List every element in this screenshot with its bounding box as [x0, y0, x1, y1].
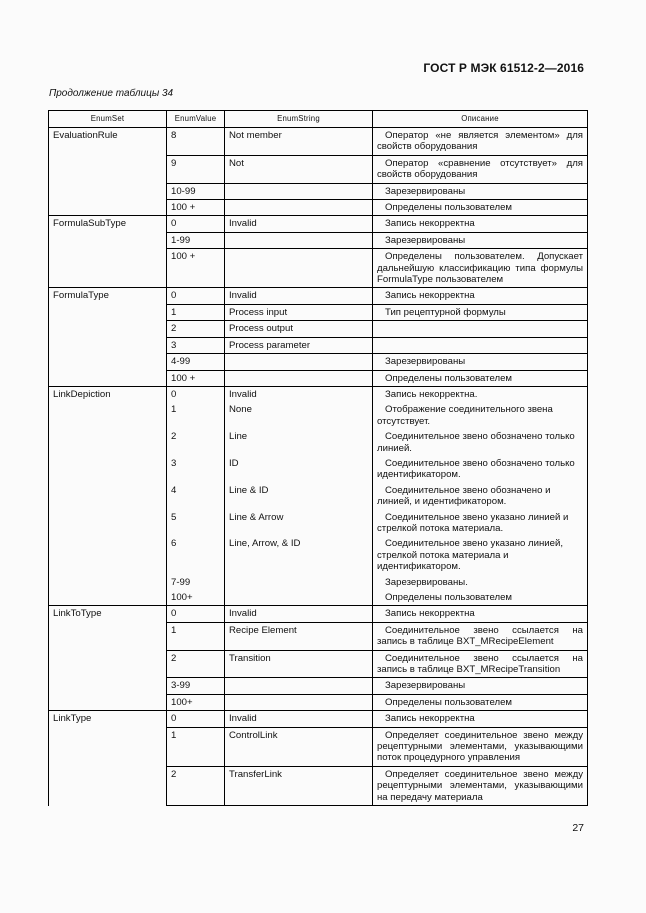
table-header-row: [49, 111, 588, 128]
enumvalue-cell: 8: [167, 128, 225, 156]
enumvalue-cell: 3-99: [167, 678, 225, 694]
description-cell: [373, 536, 588, 574]
description-text: Определены пользователем: [385, 372, 513, 384]
enumstring-cell: ID: [225, 456, 373, 483]
enumstring-cell: [225, 678, 373, 694]
enumstring-cell: Not member: [225, 128, 373, 156]
enumvalue-cell: 1-99: [167, 232, 225, 248]
enumvalue-cell: 2: [167, 429, 225, 456]
description-text: Соединительное звено обозначено только линией.: [377, 431, 575, 454]
enumvalue-cell: 6: [167, 536, 225, 574]
enumstring-cell: [225, 249, 373, 288]
table-row: [49, 128, 588, 156]
table-row: [49, 711, 588, 727]
description-cell: [373, 304, 588, 320]
description-cell: [373, 155, 588, 183]
enum-table: [48, 110, 588, 806]
description-cell: [373, 650, 588, 678]
column-header-description: Описание: [373, 111, 588, 128]
description-cell: [373, 456, 588, 483]
description-cell: [373, 200, 588, 216]
enumstring-cell: ControlLink: [225, 727, 373, 766]
enumstring-cell: [225, 200, 373, 216]
column-header-enumvalue: EnumValue: [167, 111, 225, 128]
description-cell: [373, 429, 588, 456]
enumstring-cell: [225, 694, 373, 710]
description-cell: [373, 766, 588, 805]
description-cell: [373, 321, 588, 337]
enumset-cell: LinkToType: [49, 606, 167, 711]
enumvalue-cell: 5: [167, 510, 225, 537]
enumstring-cell: Not: [225, 155, 373, 183]
enumstring-cell: Invalid: [225, 288, 373, 304]
description-text: Зарезервированы: [385, 680, 466, 692]
enumvalue-cell: 1: [167, 304, 225, 320]
enumvalue-cell: 0: [167, 606, 225, 622]
enumstring-cell: Process input: [225, 304, 373, 320]
enumvalue-cell: 2: [167, 321, 225, 337]
enumvalue-cell: 100+: [167, 590, 225, 606]
table-row: [49, 606, 588, 622]
description-text: Соединительное звено ссылается на запись в таблице BXT_MRecipeElement: [377, 624, 583, 648]
description-text: Зарезервированы: [385, 185, 466, 197]
description-cell: [373, 711, 588, 727]
description-text: Запись некорректна.: [385, 388, 478, 400]
enumvalue-cell: 2: [167, 650, 225, 678]
enumstring-cell: None: [225, 402, 373, 429]
enumvalue-cell: 1: [167, 402, 225, 429]
description-cell: [373, 678, 588, 694]
enumstring-cell: Line, Arrow, & ID: [225, 536, 373, 574]
enumvalue-cell: 100 +: [167, 370, 225, 386]
description-cell: [373, 622, 588, 650]
description-text: Оператор «сравнение отсутствует» для свойств оборудования: [377, 157, 583, 181]
description-text: Определены пользователем. Допускает дальнейшую классификацию типа формулы FormulaType пользователем: [377, 251, 583, 286]
table-body: [49, 128, 588, 806]
description-text: Определяет соединительное звено между рецептурными элементами, указывающими поток процедурного управления: [377, 729, 583, 764]
enumstring-cell: Line & Arrow: [225, 510, 373, 537]
enumstring-cell: [225, 370, 373, 386]
enumset-cell: FormulaType: [49, 288, 167, 386]
enumvalue-cell: 0: [167, 711, 225, 727]
description-cell: [373, 694, 588, 710]
enumvalue-cell: 1: [167, 622, 225, 650]
table-row: [49, 386, 588, 402]
description-cell: [373, 288, 588, 304]
enumvalue-cell: 4-99: [167, 354, 225, 370]
description-text: Запись некорректна: [385, 608, 475, 620]
enumvalue-cell: 1: [167, 727, 225, 766]
enumvalue-cell: 0: [167, 386, 225, 402]
enumstring-cell: Invalid: [225, 711, 373, 727]
description-text: Соединительное звено обозначено только идентификатором.: [377, 457, 575, 481]
enumstring-cell: TransferLink: [225, 766, 373, 805]
description-cell: [373, 354, 588, 370]
enumstring-cell: Line & ID: [225, 483, 373, 510]
enumstring-cell: [225, 590, 373, 606]
description-cell: [373, 575, 588, 590]
enumstring-cell: Recipe Element: [225, 622, 373, 650]
description-text: Соединительное звено обозначено и линией, и идентификатором.: [377, 484, 551, 508]
enumvalue-cell: 3: [167, 337, 225, 353]
standard-header: ГОСТ Р МЭК 61512-2—2016: [423, 61, 584, 75]
description-text: Определены пользователем: [385, 202, 513, 214]
enumvalue-cell: 7-99: [167, 575, 225, 590]
column-header-enumset: EnumSet: [49, 111, 167, 128]
enumvalue-cell: 100 +: [167, 249, 225, 288]
description-text: Зарезервированы: [385, 356, 466, 368]
enumset-cell: EvaluationRule: [49, 128, 167, 216]
description-text: Отображение соединительного звена отсутствует.: [377, 404, 553, 427]
enumstring-cell: Invalid: [225, 216, 373, 232]
enumstring-cell: [225, 232, 373, 248]
description-text: Оператор «не является элементом» для свойств оборудования: [377, 130, 583, 153]
description-cell: [373, 128, 588, 156]
table-row: [49, 216, 588, 232]
enumvalue-cell: 9: [167, 155, 225, 183]
description-cell: [373, 606, 588, 622]
enumstring-cell: Invalid: [225, 386, 373, 402]
description-cell: [373, 216, 588, 232]
enumstring-cell: Process parameter: [225, 337, 373, 353]
description-text: Определены пользователем: [385, 592, 513, 603]
enumset-cell: FormulaSubType: [49, 216, 167, 288]
enumvalue-cell: 100+: [167, 694, 225, 710]
description-cell: [373, 386, 588, 402]
enumset-cell: LinkType: [49, 711, 167, 806]
page-number: 27: [572, 822, 584, 834]
description-cell: [373, 402, 588, 429]
description-text: Определяет соединительное звено между рецептурными элементами, указывающими на передачу материала: [377, 768, 583, 803]
enumstring-cell: Invalid: [225, 606, 373, 622]
description-cell: [373, 183, 588, 199]
enumstring-cell: Line: [225, 429, 373, 456]
enumvalue-cell: 4: [167, 483, 225, 510]
description-text: Определены пользователем: [385, 696, 513, 708]
description-cell: [373, 370, 588, 386]
description-cell: [373, 510, 588, 537]
enumstring-cell: [225, 354, 373, 370]
enumstring-cell: Process output: [225, 321, 373, 337]
description-text: Тип рецептурной формулы: [385, 306, 506, 318]
description-text: Соединительное звено указано линией и стрелкой потока материала.: [377, 511, 569, 534]
enumvalue-cell: 2: [167, 766, 225, 805]
enumstring-cell: Transition: [225, 650, 373, 678]
column-header-enumstring: EnumString: [225, 111, 373, 128]
description-text: Соединительное звено указано линией, стрелкой потока материала и идентификатором.: [377, 538, 563, 573]
description-text: Запись некорректна: [385, 713, 475, 725]
description-cell: [373, 727, 588, 766]
enumstring-cell: [225, 183, 373, 199]
description-text: Соединительное звено ссылается на запись в таблице BXT_MRecipeTransition: [377, 652, 583, 676]
description-cell: [373, 483, 588, 510]
enumvalue-cell: 100 +: [167, 200, 225, 216]
table-caption: Продолжение таблицы 34: [49, 88, 174, 99]
description-cell: [373, 232, 588, 248]
enumvalue-cell: 0: [167, 216, 225, 232]
description-cell: [373, 590, 588, 606]
description-text: Запись некорректна: [385, 218, 475, 230]
description-text: Зарезервированы.: [385, 576, 468, 588]
enumvalue-cell: 0: [167, 288, 225, 304]
enumvalue-cell: 3: [167, 456, 225, 483]
description-text: Зарезервированы: [385, 234, 466, 246]
description-cell: [373, 249, 588, 288]
description-cell: [373, 337, 588, 353]
enumstring-cell: [225, 575, 373, 590]
description-text: Запись некорректна: [385, 290, 475, 302]
enumvalue-cell: 10-99: [167, 183, 225, 199]
enumset-cell: LinkDepiction: [49, 386, 167, 606]
table-row: [49, 288, 588, 304]
